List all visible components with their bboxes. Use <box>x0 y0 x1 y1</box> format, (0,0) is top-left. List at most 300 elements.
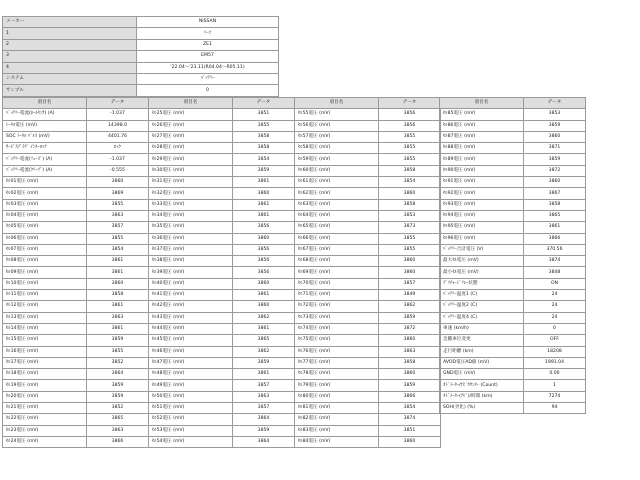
item-value: 3853 <box>379 210 441 221</box>
item-value: 3849 <box>379 290 441 301</box>
item-name: ｾﾙ64電圧 (mV) <box>295 210 379 221</box>
table-row <box>149 256 295 267</box>
item-value: OFF <box>524 335 586 346</box>
item-value: 24 <box>524 290 586 301</box>
table-row <box>3 109 149 120</box>
item-value: 3860 <box>233 278 295 289</box>
item-value: 3854 <box>379 403 441 414</box>
item-name: ﾊﾞｯﾃﾘｰ電流(ﾘｭｰｽﾞ) (A) <box>3 154 87 165</box>
item-name: ｾﾙ62電圧 (mV) <box>295 188 379 199</box>
table-row <box>3 357 149 368</box>
table-row <box>440 143 586 154</box>
item-name: ｾﾙ39電圧 (mV) <box>149 267 233 278</box>
info-value: NISSAN <box>137 17 279 28</box>
table-row <box>440 154 586 165</box>
table-row <box>440 312 586 323</box>
info-row <box>3 73 279 84</box>
table-row <box>149 436 295 447</box>
table-row <box>3 188 149 199</box>
item-value: 3854 <box>233 154 295 165</box>
item-value: 3860 <box>233 301 295 312</box>
info-value: ﾊﾞｯﾃﾘｰ <box>137 73 279 84</box>
item-name: ｾﾙ76電圧 (mV) <box>295 346 379 357</box>
table-row <box>3 222 149 233</box>
data-table-3 <box>294 97 441 448</box>
item-value: 3854 <box>87 244 149 255</box>
table-row <box>440 188 586 199</box>
table-row <box>3 436 149 447</box>
table-row <box>3 256 149 267</box>
item-name: ｾﾙ11電圧 (mV) <box>3 290 87 301</box>
item-name: ｾﾙ23電圧 (mV) <box>3 425 87 436</box>
table-row <box>3 403 149 414</box>
item-value: 3859 <box>379 380 441 391</box>
info-row <box>3 17 279 28</box>
item-name: ｾﾙ80電圧 (mV) <box>295 391 379 402</box>
item-value: 3872 <box>524 165 586 176</box>
item-name: ｾﾙ47電圧 (mV) <box>149 357 233 368</box>
item-value: 94 <box>524 403 586 414</box>
item-name: ｾﾙ46電圧 (mV) <box>149 346 233 357</box>
table-row <box>440 335 586 346</box>
item-name: ｾﾙ82電圧 (mV) <box>295 414 379 425</box>
item-value: 3860 <box>524 131 586 142</box>
info-value: 0 <box>137 85 279 96</box>
item-name: ｾﾙ27電圧 (mV) <box>149 131 233 142</box>
table-row <box>149 109 295 120</box>
item-value: 3855 <box>379 233 441 244</box>
item-value: 3865 <box>233 335 295 346</box>
table-row <box>295 403 441 414</box>
item-name: ｾﾙ42電圧 (mV) <box>149 301 233 312</box>
item-value: 3862 <box>379 301 441 312</box>
item-name: ｾﾙ87電圧 (mV) <box>440 131 524 142</box>
item-value: 3859 <box>524 154 586 165</box>
header-row <box>3 98 149 109</box>
table-row <box>149 346 295 357</box>
item-value: 3855 <box>87 346 149 357</box>
item-name: ｾﾙ66電圧 (mV) <box>295 233 379 244</box>
item-name: ｾﾙ53電圧 (mV) <box>149 425 233 436</box>
header-row <box>149 98 295 109</box>
item-name: ﾊﾞｯﾃﾘｰ温度2 (C) <box>440 301 524 312</box>
item-value: 3851 <box>233 109 295 120</box>
table-row <box>295 346 441 357</box>
table-row <box>440 210 586 221</box>
item-name: ｾﾙ21電圧 (mV) <box>3 403 87 414</box>
item-value: 3863 <box>233 391 295 402</box>
item-name: ｾﾙ29電圧 (mV) <box>149 154 233 165</box>
table-row <box>149 391 295 402</box>
item-value: 3860 <box>379 256 441 267</box>
item-value: 3856 <box>379 120 441 131</box>
column-header-data: データ <box>87 98 149 109</box>
item-value: 3871 <box>524 143 586 154</box>
item-value: 3863 <box>379 346 441 357</box>
header-row <box>440 98 586 109</box>
table-row <box>3 143 149 154</box>
info-label: 3 <box>3 51 137 62</box>
table-row <box>149 120 295 131</box>
item-value: ON <box>524 278 586 289</box>
table-row <box>440 244 586 255</box>
item-name: 最小ｾﾙ電圧 (mV) <box>440 267 524 278</box>
item-value: 3863 <box>87 210 149 221</box>
item-name: ｾﾙ35電圧 (mV) <box>149 222 233 233</box>
item-name: ｾﾙ68電圧 (mV) <box>295 256 379 267</box>
table-row <box>295 357 441 368</box>
item-name: ｾﾙ74電圧 (mV) <box>295 323 379 334</box>
table-row <box>149 357 295 368</box>
item-value: 3862 <box>233 312 295 323</box>
table-row <box>149 143 295 154</box>
table-row <box>3 267 149 278</box>
item-name: ｾﾙ26電圧 (mV) <box>149 120 233 131</box>
item-value: 3856 <box>233 256 295 267</box>
info-row <box>3 51 279 62</box>
item-value: 1991.04 <box>524 357 586 368</box>
item-name: ｾﾙ73電圧 (mV) <box>295 312 379 323</box>
table-row <box>295 425 441 436</box>
table-row <box>295 278 441 289</box>
table-row <box>440 380 586 391</box>
item-name: ｾﾙ19電圧 (mV) <box>3 380 87 391</box>
item-name: ｾﾙ15電圧 (mV) <box>3 335 87 346</box>
table-row <box>295 436 441 447</box>
item-value: 3852 <box>87 357 149 368</box>
item-name: ｾﾙ03電圧 (mV) <box>3 199 87 210</box>
table-row <box>295 290 441 301</box>
info-label: サンプル <box>3 85 137 96</box>
item-name: ｾﾙ10電圧 (mV) <box>3 278 87 289</box>
table-row <box>440 369 586 380</box>
table-row <box>3 425 149 436</box>
table-row <box>3 323 149 334</box>
table-row <box>295 380 441 391</box>
item-name: ﾊﾞｯﾃﾘｰ温度4 (C) <box>440 312 524 323</box>
table-row <box>149 290 295 301</box>
item-value: 3858 <box>233 131 295 142</box>
table-row <box>3 335 149 346</box>
item-value: 3855 <box>379 244 441 255</box>
table-row <box>3 369 149 380</box>
column-header-data: データ <box>233 98 295 109</box>
table-row <box>440 165 586 176</box>
item-name: ｾﾙ77電圧 (mV) <box>295 357 379 368</box>
table-row <box>440 290 586 301</box>
item-name: ｾﾙ48電圧 (mV) <box>149 369 233 380</box>
table-row <box>440 233 586 244</box>
item-name: ｾﾙ05電圧 (mV) <box>3 222 87 233</box>
item-value: 3866 <box>379 391 441 402</box>
data-table-1 <box>2 97 149 448</box>
table-row <box>3 199 149 210</box>
item-value: 3861 <box>233 177 295 188</box>
column-header-data: データ <box>379 98 441 109</box>
item-name: ｾﾙ17電圧 (mV) <box>3 357 87 368</box>
item-name: 最大ｾﾙ電圧 (mV) <box>440 256 524 267</box>
item-name: ｾﾙ41電圧 (mV) <box>149 290 233 301</box>
table-row <box>440 403 586 414</box>
item-value: 3861 <box>87 301 149 312</box>
table-row <box>3 301 149 312</box>
item-name: ｾﾙ78電圧 (mV) <box>295 369 379 380</box>
table-row <box>149 414 295 425</box>
item-name: ｾﾙ61電圧 (mV) <box>295 177 379 188</box>
item-name: ｾﾙ51電圧 (mV) <box>149 403 233 414</box>
item-value: 3869 <box>87 188 149 199</box>
table-row <box>149 210 295 221</box>
item-name: ｾﾙ22電圧 (mV) <box>3 414 87 425</box>
table-row <box>3 346 149 357</box>
item-value: 3859 <box>87 335 149 346</box>
table-row <box>3 165 149 176</box>
table-row <box>440 267 586 278</box>
item-name: ﾊﾞｯﾃﾘｰ合計電圧 (V) <box>440 244 524 255</box>
item-value: 3860 <box>379 436 441 447</box>
item-name: ｾﾙ06電圧 (mV) <box>3 233 87 244</box>
table-row <box>3 278 149 289</box>
table-row <box>3 290 149 301</box>
item-name: ﾊﾞｯﾃﾘｰ温度1 (C) <box>440 290 524 301</box>
table-row <box>149 301 295 312</box>
item-value: 3864 <box>87 369 149 380</box>
table-row <box>440 199 586 210</box>
item-name: ｾﾙ36電圧 (mV) <box>149 233 233 244</box>
item-name: ｾﾙ72電圧 (mV) <box>295 301 379 312</box>
item-name: ｾﾙ02電圧 (mV) <box>3 188 87 199</box>
table-row <box>440 256 586 267</box>
table-row <box>149 165 295 176</box>
table-row <box>440 357 586 368</box>
item-name: ｾﾙ71電圧 (mV) <box>295 290 379 301</box>
item-name: ｾﾙ90電圧 (mV) <box>440 165 524 176</box>
item-name: 車速 (km/h) <box>440 323 524 334</box>
table-row <box>3 210 149 221</box>
table-row <box>440 346 586 357</box>
item-value: 0.00 <box>524 369 586 380</box>
table-row <box>149 222 295 233</box>
info-value: EM57 <box>137 51 279 62</box>
item-name: ﾊﾞｯﾃﾘｰ電流(ﾎｰﾙｾﾝｻ) (A) <box>3 109 87 120</box>
item-value: 3866 <box>524 233 586 244</box>
info-row <box>3 39 279 50</box>
table-row <box>295 414 441 425</box>
item-name: ｾﾙ07電圧 (mV) <box>3 244 87 255</box>
info-value: '22.04〜'23.11(R04.04〜R05.11) <box>137 62 279 73</box>
item-name: 走行距離 (km) <box>440 346 524 357</box>
item-name: GND電圧 (mV) <box>440 369 524 380</box>
item-name: ｾﾙ59電圧 (mV) <box>295 154 379 165</box>
item-value: 3858 <box>233 143 295 154</box>
item-value: 3859 <box>233 165 295 176</box>
item-value: 4401.76 <box>87 131 149 142</box>
item-value: 18208 <box>524 346 586 357</box>
item-name: ｾﾙ43電圧 (mV) <box>149 312 233 323</box>
item-value: 3857 <box>233 403 295 414</box>
table-row <box>295 154 441 165</box>
item-name: ｾﾙ12電圧 (mV) <box>3 301 87 312</box>
item-value: 3859 <box>233 357 295 368</box>
info-value: ﾘｰﾌ <box>137 28 279 39</box>
item-value: 3867 <box>524 188 586 199</box>
table-row <box>149 177 295 188</box>
item-name: SOC ﾄｰﾀﾙ ﾊﾞﾙｽ (mV) <box>3 131 87 142</box>
item-name: ｾﾙ92電圧 (mV) <box>440 188 524 199</box>
item-value: 3848 <box>524 267 586 278</box>
table-row <box>295 369 441 380</box>
table-row <box>440 222 586 233</box>
table-row <box>440 131 586 142</box>
table-row <box>295 165 441 176</box>
item-name: ｾﾙ50電圧 (mV) <box>149 391 233 402</box>
header-row <box>295 98 441 109</box>
item-value: 3861 <box>87 267 149 278</box>
info-row <box>3 85 279 96</box>
table-row <box>149 323 295 334</box>
item-value: 3855 <box>379 154 441 165</box>
item-name: ｾﾙ28電圧 (mV) <box>149 143 233 154</box>
info-label: 1 <box>3 28 137 39</box>
item-value: 3858 <box>379 165 441 176</box>
item-value: 3857 <box>233 380 295 391</box>
table-row <box>3 414 149 425</box>
item-value: 3855 <box>379 131 441 142</box>
table-row <box>295 323 441 334</box>
item-name: ｾﾙ33電圧 (mV) <box>149 199 233 210</box>
table-row <box>295 267 441 278</box>
item-name: ｾﾙ44電圧 (mV) <box>149 323 233 334</box>
item-value: 3872 <box>379 323 441 334</box>
table-row <box>3 154 149 165</box>
item-value: 3864 <box>233 436 295 447</box>
table-row <box>295 199 441 210</box>
item-value: 3865 <box>87 414 149 425</box>
item-value: 3855 <box>379 143 441 154</box>
item-name: ｾﾙ14電圧 (mV) <box>3 323 87 334</box>
item-value: 1 <box>524 380 586 391</box>
item-name: ｾﾙ37電圧 (mV) <box>149 244 233 255</box>
vehicle-info-table <box>2 16 279 97</box>
item-name: ｾﾙ65電圧 (mV) <box>295 222 379 233</box>
table-row <box>3 312 149 323</box>
table-row <box>295 301 441 312</box>
item-name: ｾﾙ08電圧 (mV) <box>3 256 87 267</box>
item-value: 0 <box>524 323 586 334</box>
item-value: 3860 <box>379 335 441 346</box>
item-value: 3857 <box>379 278 441 289</box>
table-row <box>149 369 295 380</box>
item-value: 3856 <box>233 222 295 233</box>
column-header-item: 項目名 <box>295 98 379 109</box>
item-name: ｻｰﾋﾞｽﾌﾟﾗｸﾞ ｲﾝﾀｰﾛｯｸ <box>3 143 87 154</box>
item-value: 3860 <box>379 369 441 380</box>
item-value: 3874 <box>379 414 441 425</box>
table-row <box>295 256 441 267</box>
item-name: ｾﾙ79電圧 (mV) <box>295 380 379 391</box>
item-value: 3862 <box>233 346 295 357</box>
table-row <box>149 131 295 142</box>
item-value: 3854 <box>379 177 441 188</box>
item-value: -1.037 <box>87 154 149 165</box>
item-value: 3855 <box>87 199 149 210</box>
table-row <box>149 199 295 210</box>
item-value: 3858 <box>379 357 441 368</box>
item-value: 3865 <box>524 210 586 221</box>
table-row <box>149 188 295 199</box>
item-name: AVOD電圧AD値 (mV) <box>440 357 524 368</box>
item-name: ｾﾙ24電圧 (mV) <box>3 436 87 447</box>
item-name: ｾﾙ30電圧 (mV) <box>149 165 233 176</box>
table-row <box>440 301 586 312</box>
item-name: ｾﾙ91電圧 (mV) <box>440 177 524 188</box>
item-name: ｾﾙ67電圧 (mV) <box>295 244 379 255</box>
item-name: ﾌﾟﾘﾁｬｰｼﾞﾘﾚｰ状態 <box>440 278 524 289</box>
item-value: -0.555 <box>87 165 149 176</box>
item-name: ｾﾙ88電圧 (mV) <box>440 143 524 154</box>
item-name: SOH(劣化) (%) <box>440 403 524 414</box>
table-row <box>295 312 441 323</box>
item-name: ｾﾙ55電圧 (mV) <box>295 109 379 120</box>
item-name: ｾﾙ81電圧 (mV) <box>295 403 379 414</box>
item-name: ｾﾙ04電圧 (mV) <box>3 210 87 221</box>
table-row <box>149 154 295 165</box>
info-label: システム <box>3 73 137 84</box>
item-name: ｾﾙ95電圧 (mV) <box>440 222 524 233</box>
item-value: 24 <box>524 301 586 312</box>
item-name: ｾﾙ93電圧 (mV) <box>440 199 524 210</box>
item-name: ｾﾙ34電圧 (mV) <box>149 210 233 221</box>
item-value: 3860 <box>87 278 149 289</box>
item-name: ｾﾙ25電圧 (mV) <box>149 109 233 120</box>
item-name: ｾﾙ54電圧 (mV) <box>149 436 233 447</box>
item-name: ﾄｰﾀﾙ電圧 (mV) <box>3 120 87 131</box>
item-value: 3874 <box>524 256 586 267</box>
table-row <box>3 120 149 131</box>
info-row <box>3 28 279 39</box>
item-value: 3861 <box>524 222 586 233</box>
item-name: ｾﾙ86電圧 (mV) <box>440 120 524 131</box>
table-row <box>295 210 441 221</box>
item-value: 3866 <box>87 436 149 447</box>
item-name: ｾﾙ63電圧 (mV) <box>295 199 379 210</box>
item-value: 3860 <box>524 177 586 188</box>
item-value: 3860 <box>233 188 295 199</box>
item-value: 3861 <box>233 210 295 221</box>
item-value: 3858 <box>87 290 149 301</box>
item-name: ｵﾄﾞﾒｰﾀｰ(ﾅﾋﾞ)/時間 (km) <box>440 391 524 402</box>
item-name: ｾﾙ13電圧 (mV) <box>3 312 87 323</box>
item-value: 3859 <box>87 391 149 402</box>
item-name: ｾﾙ58電圧 (mV) <box>295 143 379 154</box>
table-row <box>3 380 149 391</box>
table-row <box>149 335 295 346</box>
item-name: ｾﾙ56電圧 (mV) <box>295 120 379 131</box>
column-header-data: データ <box>524 98 586 109</box>
item-name: ｾﾙ18電圧 (mV) <box>3 369 87 380</box>
table-row <box>295 109 441 120</box>
item-value: 3861 <box>233 290 295 301</box>
table-row <box>295 131 441 142</box>
table-row <box>3 131 149 142</box>
table-row <box>149 312 295 323</box>
item-value: 3853 <box>524 109 586 120</box>
info-label: 2 <box>3 39 137 50</box>
item-value: 3859 <box>379 312 441 323</box>
item-name: ｾﾙ70電圧 (mV) <box>295 278 379 289</box>
table-row <box>440 120 586 131</box>
item-name: ｾﾙ69電圧 (mV) <box>295 267 379 278</box>
